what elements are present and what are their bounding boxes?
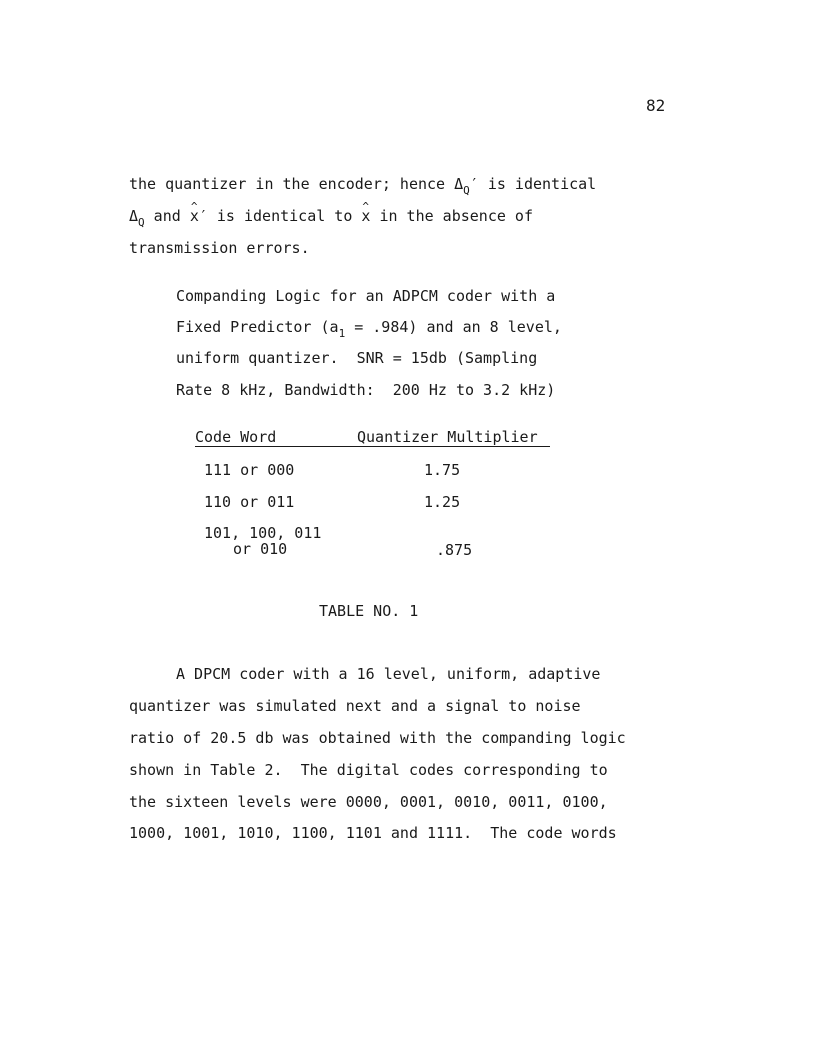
- delta-symbol: Δ: [454, 175, 464, 193]
- table-cell-multiplier: 1.25: [424, 493, 461, 511]
- x-hat-symbol: ^ x: [361, 207, 370, 225]
- intro-text: and: [144, 207, 190, 225]
- column-header-quantizer-multiplier: Quantizer Multiplier: [357, 428, 538, 446]
- intro-text: in the absence of: [370, 207, 533, 225]
- paragraph-line: the sixteen levels were 0000, 0001, 0010, 0011, 0100,: [129, 793, 608, 811]
- caption-line-3: uniform quantizer. SNR = 15db (Sampling: [176, 349, 538, 367]
- caption-line-2: [176, 318, 562, 338]
- paragraph-line: A DPCM coder with a 16 level, uniform, adaptive: [176, 665, 601, 683]
- caption-text: Fixed Predictor (a: [176, 318, 339, 336]
- table-cell-code-continued: or 010: [233, 540, 288, 558]
- table-title: TABLE NO. 1: [319, 602, 419, 620]
- paragraph-line: ratio of 20.5 db was obtained with the companding logic: [129, 729, 626, 747]
- table-cell-multiplier: .875: [436, 541, 473, 559]
- intro-line-2: [129, 207, 533, 227]
- column-header-code-word: Code Word: [195, 428, 277, 446]
- table-cell-code: 111 or 000: [204, 461, 295, 479]
- caption-line-1: Companding Logic for an ADPCM coder with a: [176, 287, 556, 305]
- caption-text: = .984) and an 8 level,: [345, 318, 562, 336]
- paragraph-line: shown in Table 2. The digital codes corresponding to: [129, 761, 608, 779]
- intro-line-3: transmission errors.: [129, 239, 310, 257]
- delta-subscript: Q: [138, 216, 145, 229]
- page-number: 82: [646, 96, 666, 115]
- delta-symbol: Δ: [129, 207, 139, 225]
- table-header: [195, 428, 550, 447]
- table-cell-code: 101, 100, 011: [204, 524, 322, 542]
- intro-text: ′ is identical to: [198, 207, 362, 225]
- caption-line-4: Rate 8 kHz, Bandwidth: 200 Hz to 3.2 kHz): [176, 381, 556, 399]
- paragraph-line: quantizer was simulated next and a signal to noise: [129, 697, 581, 715]
- x-hat-symbol: ^ x: [190, 207, 199, 225]
- table-cell-code: 110 or 011: [204, 493, 295, 511]
- caption-subscript: 1: [338, 327, 346, 340]
- intro-line-1: [129, 175, 596, 195]
- intro-text: the quantizer in the encoder; hence: [129, 175, 455, 193]
- delta-subscript: Q: [463, 184, 470, 197]
- intro-text: ′ is identical: [469, 175, 597, 193]
- paragraph-line: 1000, 1001, 1010, 1100, 1101 and 1111. The code words: [129, 824, 617, 842]
- table-cell-multiplier: 1.75: [424, 461, 461, 479]
